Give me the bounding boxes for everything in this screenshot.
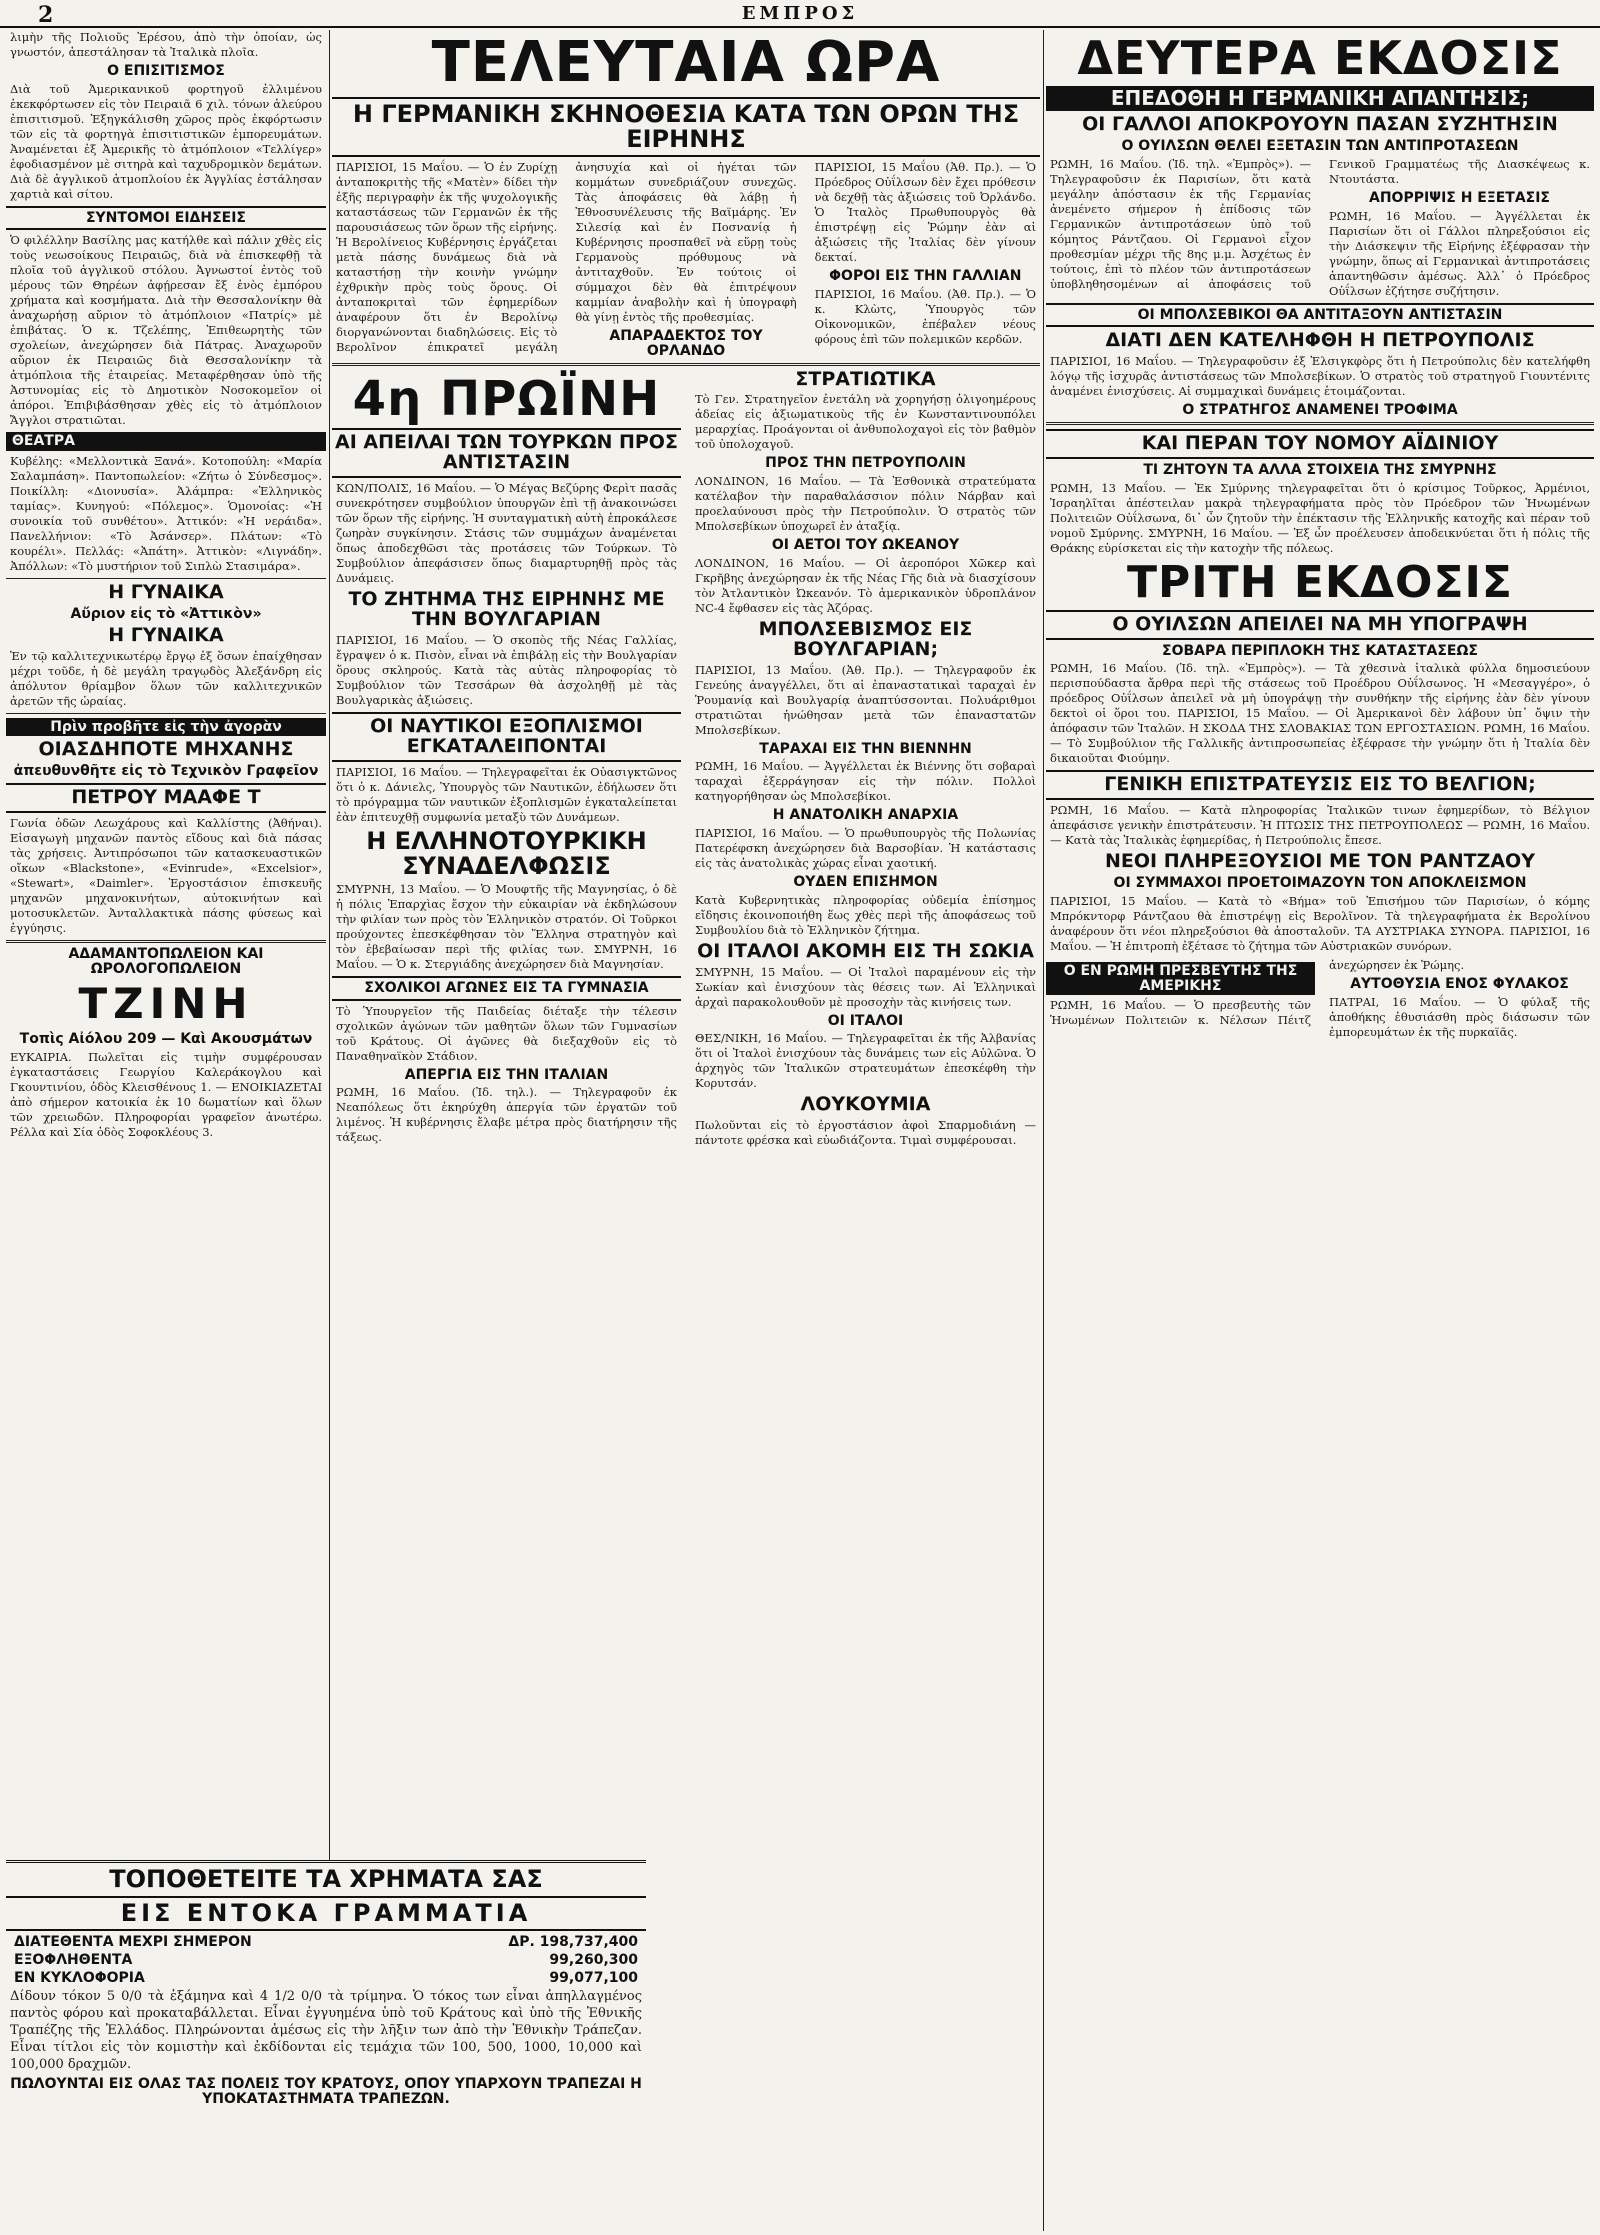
article-text: ΡΩΜΗ, 16 Μαΐου. — Ὁ πρεσβευτὴς τῶν Ἡνωμένων Πολιτειῶν κ. Νέλσων Πέιτζ ἀνεχώρησεν ἐκ Ῥώμης.: [1050, 957, 1465, 1028]
masthead-title: ΕΜΠΡΟΣ: [741, 3, 859, 24]
page-number: 2: [38, 2, 54, 28]
ad-text: Γωνία ὁδῶν Λεωχάρους καὶ Καλλίστης (Ἀθήναι). Εἰσαγωγὴ μηχανῶν παντὸς εἴδους καὶ διὰ πάσας τὰς χρήσεις. Ἀντιπρόσωποι τῶν κατασκευαστικῶν οἴκων «Blackstone», «Evinrude», «Excelsior», «Stewart», «Daimler». Ἐργοστάσιον ἐπισκευῆς μηχανῶν μηχανοκινήτων, αὐτοκινήτων καὶ μοτοσυκλετῶν. Ἀνταλλακτικὰ πάσης φύσεως καὶ ἐγγύησις.: [10, 815, 322, 935]
ad-heading: Η ΓΥΝΑΙΚΑ: [108, 623, 224, 646]
ad-row: [14, 1970, 638, 1986]
article-text: ΘΕΣ/ΝΙΚΗ, 16 Μαΐου. — Τηλεγραφεῖται ἐκ τῆς Ἀλβανίας ὅτι οἱ Ἰταλοὶ ἐνισχύουν τὰς δυνάμεις των εἰς Αὐλῶνα. Ὁ ἀρχηγὸς τῶν Ἰταλικῶν στρατευμάτων ἐπεσκέφθη τὴν Κορυτσάν.: [695, 1031, 1036, 1091]
article-text: ΠΑΡΙΣΙΟΙ, 16 Μαΐου. — Ὁ σκοπὸς τῆς Νέας Γαλλίας, ἔγραψεν ὁ κ. Πισὸν, εἶναι νὰ ἐπιβάλῃ εἰς τὴν Βουλγαρίαν ὅρους σκληρούς. Κατὰ τὰς αὐτὰς πληροφορίας τὸ Συμβούλιον τῶν Τεσσάρων θὰ ἀσχοληθῇ μὲ τὰς Βουλγαρικὰς ἀξιώσεις.: [336, 632, 677, 707]
headline: Η ΕΛΛΗΝΟΤΟΥΡΚΙΚΗ ΣΥΝΑΔΕΛΦΩΣΙΣ: [366, 826, 647, 880]
section-heading: Ο ΕΝ ΡΩΜΗ ΠΡΕΣΒΕΥΤΗΣ ΤΗΣ ΑΜΕΡΙΚΗΣ: [1046, 962, 1315, 995]
section-heading: ΤΑΡΑΧΑΙ ΕΙΣ ΤΗΝ ΒΙΕΝΝΗΝ: [759, 740, 972, 757]
ad-heading: ΤΟΠΟΘΕΤΕΙΤΕ ΤΑ ΧΡΗΜΑΤΑ ΣΑΣ: [109, 1865, 543, 1893]
headline: ΑΙ ΑΠΕΙΛΑΙ ΤΩΝ ΤΟΥΡΚΩΝ ΠΡΟΣ ΑΝΤΙΣΤΑΣΙΝ: [332, 428, 681, 478]
article-text: ΠΑΡΙΣΙΟΙ, 13 Μαΐου. (Ἀθ. Πρ.). — Τηλεγραφοῦν ἐκ Γενεύης ἀναγγέλλει, ὅτι αἱ ἐπαναστατικαὶ ταραχαὶ ἐν Ῥουμανίᾳ καὶ Βουλγαρίᾳ ἀναπτύσσονται. Πολυάριθμοι στρατιῶται ἡνώθησαν μετὰ τῶν ἐπαναστατῶν Μπολσεβίκων.: [695, 662, 1036, 737]
ad-heading: ΕΙΣ ΕΝΤΟΚΑ ΓΡΑΜΜΑΤΙΑ: [6, 1896, 646, 1931]
headline: ΤΟ ΖΗΤΗΜΑ ΤΗΣ ΕΙΡΗΝΗΣ ΜΕ ΤΗΝ ΒΟΥΛΓΑΡΙΑΝ: [348, 587, 665, 630]
headline: Η ΓΕΡΜΑΝΙΚΗ ΣΚΗΝΟΘΕΣΙΑ ΚΑΤΑ ΤΩΝ ΟΡΩΝ ΤΗΣ ΕΙΡΗΝΗΣ: [332, 97, 1040, 157]
section-heading: Η ΑΝΑΤΟΛΙΚΗ ΑΝΑΡΧΙΑ: [772, 807, 959, 824]
ad-line: ἀπευθυνθῆτε εἰς τὸ Τεχνικὸν Γραφεῖον: [13, 763, 319, 780]
subheadline: ΣΟΒΑΡΑ ΠΕΡΙΠΛΟΚΗ ΤΗΣ ΚΑΤΑΣΤΑΣΕΩΣ: [1162, 642, 1478, 659]
article-text: ΠΑΡΙΣΙΟΙ, 15 Μαΐου. — Ὁ ἐν Ζυρίχῃ ἀνταποκριτὴς τῆς «Ματὲν» δίδει τὴν ἑξῆς περιγραφὴν ἐκ τῆς ψυχολογικῆς καταστάσεως τῶν Γερμανῶν ἐκ τῆς παρουσιάσεως τῶν ὅρων τῆς εἰρήνης. Ἡ Βερολίνειος Κυβέρνησις ἐργάζεται μετὰ πάσης δυνάμεως διὰ νὰ καταστήσῃ τὴν κοινὴν γνώμην ἐχθρικὴν πρὸς τοὺς ὅρους. Οἱ ἀνταποκριταὶ τῶν ἐφημερίδων ἀναφέρουν ὅτι ἐν Βερολίνῳ διοργανώνονται διαδηλώσεις. Εἰς τὸ Βερολῖνον ἐπικρατεῖ μεγάλη ἀνησυχία καὶ οἱ ἡγέται τῶν κομμάτων συνεδριάζουν συνεχῶς. Τὰς ἀποφάσεις θὰ λάβῃ ἡ Ἐθνοσυνέλευσις τῆς Βαϊμάρης. Ἐν Σιλεσίᾳ καὶ ἐν Ποσνανίᾳ ἡ Κυβέρνησις προσπαθεῖ νὰ εὕρῃ τοὺς Γερμανοὺς πρόθυμους νὰ ἀντιταχθοῦν. Ἐν τούτοις οἱ σύμμαχοι δὲν θὰ ἐπιτρέψουν καμμίαν ἀναβολὴν καὶ ἡ ὑπογραφὴ θὰ γίνῃ ἐντὸς τῆς προθεσμίας.: [336, 160, 797, 355]
ad-row-label: ΕΞΟΦΛΗΘΕΝΤΑ: [14, 1952, 133, 1969]
article-text: Κατὰ Κυβερνητικὰς πληροφορίας οὐδεμία ἐπίσημος εἴδησις ἐκοινοποιήθη ἕως χθὲς περὶ τῆς ἀποφάσεως τοῦ Συμβουλίου διὰ τὸ Ἑλληνικὸν ζήτημα.: [695, 892, 1036, 937]
article-text: ΡΩΜΗ, 13 Μαΐου. — Ἐκ Σμύρνης τηλεγραφεῖται ὅτι ὁ κρίσιμος Τοῦρκος, Ἀρμένιοι, Ἰσραηλῖται ἀπέστειλαν μακρὰ τηλεγραφήματα πρὸς τὸν Πρόεδρον τῶν Ἡνωμένων Πολιτειῶν Οὐΐλσωνα, δι᾽ ὧν ζητοῦν τὴν ἐπέκτασιν τῆς Ἑλληνικῆς κατοχῆς καὶ πέραν τοῦ νομοῦ Σμύρνης. ΣΜΥΡΝΗ, 16 Μαΐου. — Ἐξ ὧν προέλευσεν ἀποδεικνύεται ὅτι ἡ πόλις τῆς Θράκης εὑρίσκεται εἰς τὴν κατοχὴν τῆς πόλεως.: [1050, 480, 1590, 555]
article-text: ΠΑΡΙΣΙΟΙ, 15 Μαΐου (Ἀθ. Πρ.). — Ὁ Πρόεδρος Οὐΐλσων δὲν ἔχει πρόθεσιν νὰ δεχθῇ τὰς ἀξιώσεις τοῦ Ὀρλάνδο. Ὁ Ἰταλὸς Πρωθυπουργὸς θὰ ἐπιστρέψῃ εἰς Ῥώμην ἐὰν αἱ ἀξιώσεις τῆς Ἰταλίας δὲν γίνουν δεκταί.: [814, 160, 1036, 265]
headline: ΓΕΝΙΚΗ ΕΠΙΣΤΡΑΤΕΥΣΙΣ ΕΙΣ ΤΟ ΒΕΛΓΙΟΝ;: [1046, 770, 1594, 800]
article-text: ΡΩΜΗ, 16 Μαΐου. — Ἀγγέλλεται ἐκ Βιέννης ὅτι σοβαραὶ ταραχαὶ ἐξερράγησαν εἰς τὴν πόλιν. Πολλοὶ κατηγορήθησαν ὡς Μπολσεβίκοι.: [695, 759, 1036, 804]
section-heading: ΣΤΡΑΤΙΩΤΙΚΑ: [795, 367, 936, 390]
ad-row: [14, 1952, 638, 1968]
edition-heading: ΔΕΥΤΕΡΑ ΕΚΔΟΣΙΣ: [1077, 31, 1563, 85]
ad-subheading: Τοπὶς Αἰόλου 209 — Καὶ Ακουσμάτων: [19, 1031, 313, 1048]
ad-text: Δίδουν τόκον 5 0/0 τὰ ἑξάμηνα καὶ 4 1/2 0/0 τὰ τρίμηνα. Ὁ τόκος των εἶναι ἀπηλλαγμένος παντὸς φόρου καὶ προκαταβάλλεται. Εἶναι ἐγγυημένα ὑπὸ τοῦ Κράτους καὶ ὑπὸ τῆς Ἐθνικῆς Τραπέζης τῆς Ἑλλάδος. Πληρώνονται ἀμέσως εἰς τὴν λῆξιν των ἀπὸ τὴν Ἐθνικὴν Τράπεζαν. Εἶναι τίτλοι εἰς τὸν κομιστὴν καὶ ἐκδίδονται εἰς τεμάχια τῶν 100, 500, 1000, 10,000 καὶ 100,000 δραχμῶν.: [10, 1989, 642, 2073]
ad-row: [14, 1934, 638, 1950]
page-headline: ΤΕΛΕΥΤΑΙΑ ΩΡΑ: [431, 30, 941, 95]
ad-text: Ἐν τῷ καλλιτεχνικωτέρῳ ἔργῳ ἐξ ὅσων ἐπαίχθησαν μέχρι τοῦδε, ἡ δὲ μεγάλη τραγῳδὸς Ἀλεξάνδρη εἰς ἀπόλυτον θρίαμβον ὅλων τῶν καλλιτεχνικῶν ἀρετῶν τῆς ὡραίας.: [10, 648, 322, 708]
divider: [1046, 422, 1594, 425]
edition-heading: 4η ΠΡΩΪΝΗ: [352, 370, 661, 427]
bond-advertisement: [6, 1860, 646, 2233]
edition-heading: ΤΡΙΤΗ ΕΚΔΟΣΙΣ: [1127, 556, 1513, 608]
article-text: ΡΩΜΗ, 16 Μαΐου. (Ἰδ. τηλ. «Ἐμπρὸς»). — Τηλεγραφοῦσιν ἐκ Παρισίων, ὅτι κατὰ μεγάλην ἀπόστασιν ἐκ τῆς Γερμανίας ἀνεμένετο σήμερον ἡ ἐπίδοσις τῶν Γερμανικῶν ἀντιπροτάσεων ὑπὸ τοῦ κόμητος Ράντζαου. Οἱ Γερμανοὶ εἶχον προθεσμίαν μέχρι τῆς 8ης μ.μ. Ἀσχέτως ἐν τούτοις, ἐπὶ τὸ πλέον τῶν ἀντιπροτάσεων ὑποβληθησομένων αἱ ἀποφάσεις τοῦ Γενικοῦ Γραμματέως τῆς Διασκέψεως κ. Ντουτάστα.: [1050, 156, 1590, 291]
section-heading: ΑΥΤΟΘΥΣΙΑ ΕΝΟΣ ΦΥΛΑΚΟΣ: [1350, 975, 1569, 992]
divider: [6, 713, 326, 714]
ad-row-label: ΕΝ ΚΥΚΛΟΦΟΡΙΑ: [14, 1970, 145, 1987]
ad-heading: ΑΔΑΜΑΝΤΟΠΩΛΕΙΟΝ ΚΑΙ ΩΡΟΛΟΓΟΠΩΛΕΙΟΝ: [68, 945, 264, 977]
article-text: Τὸ Γεν. Στρατηγεῖον ἐνετάλη νὰ χορηγήσῃ ὀλιγοημέρους ἀδείας εἰς ἀξιωματικοὺς τῆς ἐν Κωνσταντινουπόλει μεραρχίας. Προάγονται οἱ ἀνθυπολοχαγοὶ εἰς τὸν βαθμὸν τοῦ ὑπολοχαγοῦ.: [695, 392, 1036, 452]
masthead: [0, 0, 1600, 28]
headline: ΟΙ ΜΠΟΛΣΕΒΙΚΟΙ ΘΑ ΑΝΤΙΤΑΞΟΥΝ ΑΝΤΙΣΤΑΣΙΝ: [1046, 303, 1594, 328]
section-heading: ΑΠΕΡΓΙΑ ΕΙΣ ΤΗΝ ΙΤΑΛΙΑΝ: [404, 1066, 609, 1083]
section-heading: Ο ΕΠΙΣΙΤΙΣΜΟΣ: [107, 63, 225, 79]
ad-row-value: 99,077,100: [549, 1970, 638, 1987]
ad-heading: ΠΕΤΡΟΥ ΜΑΑΦΕ Τ: [6, 783, 326, 813]
section-heading: Ο ΣΤΡΑΤΗΓΟΣ ΑΝΑΜΕΝΕΙ ΤΡΟΦΙΜΑ: [1182, 402, 1458, 419]
article-text: ΚΩΝ/ΠΟΛΙΣ, 16 Μαΐου. — Ὁ Μέγας Βεζύρης Φερὶτ πασᾶς συνεκρότησεν συμβούλιον ὑπουργῶν ἐπὶ τῇ ἀνακοινώσει τῶν ὅρων τῆς εἰρήνης. Ἡ συνταγματικὴ αὐτὴ ἐπροκάλεσε ζωηρὰν συγκίνησιν. Στάσις τῶν συμμάχων ἀναμένεται ὅπως ἀποδεχθῶσι τὰς προτάσεις τῶν Τούρκων. Τὸ Συμβούλιον ἀπεφάσισεν ὅπως διαμαρτυρηθῇ πρὸς τὰς Δυνάμεις.: [336, 480, 677, 585]
ad-heading: ΛΟΥΚΟΥΜΙΑ: [800, 1093, 931, 1116]
article-text: Κυβέλης: «Μελλοντικὰ Ξανά». Κοτοπούλη: «Μαρία Σαλαμπάση». Παντοπωλείον: «Ζήτω ὁ Σύνδεσμος». Ποικίλλη: «Διονυσία». Ἀλάμπρα: «Ἑλληνικὸς ταμίας». Κυνηγού: «Πόλεμος». Ὁμονοίας: «Ἡ συνοικία τοῦ συνθέτου». Ἀττικόν: «Ἡ νεράιδα». Πανελλήνιον: «Τὸ Ἀσάνσερ». Πλάτων: «Τὸ κουρέλι». Πελλάς: «Ἀπάτη». Ἀττικὸν: «Λιγνάδη». Ἀπόλλων: «Τὸ μυστήριον τοῦ Σιπλὼ Στασιμάρα».: [10, 454, 322, 574]
article-text: ΠΑΡΙΣΙΟΙ, 16 Μαΐου. (Ἀθ. Πρ.). — Ὁ κ. Κλὼτς, Ὑπουργὸς τῶν Οἰκονομικῶν, ἐπέβαλεν νέους φόρους ἐπὶ τῶν πολεμικῶν κερδῶν.: [814, 286, 1036, 346]
divider: [6, 578, 326, 579]
article-text: ΠΑΡΙΣΙΟΙ, 16 Μαΐου. — Τηλεγραφοῦσιν ἐξ Ἑλσιγκφὸρς ὅτι ἡ Πετρούπολις δὲν κατελήφθη λόγῳ τῆς ἰσχυρᾶς ἀντιστάσεως τῶν Μπολσεβίκων. Ὁ στρατὸς τοῦ στρατηγοῦ Γιουντένιτς ἀναμένει ἐνισχύσεις. Αἱ συμμαχικαὶ δυνάμεις ἑτοιμάζονται.: [1050, 354, 1590, 399]
ad-row-value: ΔΡ. 198,737,400: [508, 1934, 638, 1951]
right-column: [1046, 30, 1594, 2231]
ad-text: Πωλοῦνται εἰς τὸ ἐργοστάσιον ἀφοὶ Σπαρμοδιάνη — πάντοτε φρέσκα καὶ εὐωδιάζοντα. Τιμαὶ συμφέρουσαι.: [695, 1118, 1036, 1148]
article-text: Διὰ τοῦ Ἀμερικανικοῦ φορτηγοῦ ἐλλιμένου ἐκεκφόρτωσεν εἰς τὸν Πειραιᾶ 6 χιλ. τόνων ἀλεύρου ἐπισιτισμοῦ. Ἐξηγκάλισθη χῶρος πρὸς ἐκφόρτωσιν τῶν εἰς τὰ φορτηγὰ ἐπισιτιστικῶν ἐμπορευμάτων. Ἀναμένεται ἐξ Ἀμερικῆς τὸ ἀτμόπλοιον «Τελλίγερ» ἐφοδιασμένον μὲ σιτηρὰ καὶ ταχυδρομικὸν δεμάτων. Διὰ δὲ ἀγγλικοῦ ἀτμοπλοίου ἐκ Ἀγγλίας ἐστάλησαν χαρτιὰ καὶ σίτου.: [10, 81, 322, 201]
article-text: ΠΑΡΙΣΙΟΙ, 16 Μαΐου. — Τηλεγραφεῖται ἐκ Οὐασιγκτῶνος ὅτι ὁ κ. Δάνιελς, Ὑπουργὸς τῶν Ναυτικῶν, ἐδήλωσεν ὅτι τὸ πρόγραμμα τῶν ναυτικῶν ἐξοπλισμῶν ἐγκαταλείπεται ἐὰν ἐπιτευχθῇ συμφωνία μεταξὺ τῶν Δυνάμεων.: [336, 764, 677, 824]
article-text: ΡΩΜΗ, 16 Μαΐου. — Ἀγγέλλεται ἐκ Παρισίων ὅτι οἱ Γάλλοι πληρεξούσιοι εἰς τὴν Διάσκεψιν τῆς Εἰρήνης ἐξέφρασαν τὴν γνώμην, ὅπως αἱ Γερμανικαὶ ἀντιπροτάσεις ἀπαντηθῶσιν ἀμέσως. Ἀλλ᾽ ὁ Πρόεδρος Οὐΐλσων ἐζήτησε συζήτησιν.: [1329, 208, 1590, 298]
intro-text: λιμὴν τῆς Πολιοῦς Ἐρέσου, ἀπὸ τὴν ὁποίαν, ὡς γνωστόν, ἀπεστάλησαν τὰ Ἰταλικὰ πλοῖα.: [10, 30, 322, 59]
column-rule: [1043, 30, 1044, 2231]
ad-heading: ΟΙΑΣΔΗΠΟΤΕ ΜΗΧΑΝΗΣ: [38, 738, 294, 761]
subheadline: ΤΙ ΖΗΤΟΥΝ ΤΑ ΑΛΛΑ ΣΤΟΙΧΕΙΑ ΤΗΣ ΣΜΥΡΝΗΣ: [1143, 461, 1497, 478]
section-heading: ΟΙ ΑΕΤΟΙ ΤΟΥ ΩΚΕΑΝΟΥ: [771, 537, 960, 554]
headline: ΔΙΑΤΙ ΔΕΝ ΚΑΤΕΛΗΦΘΗ Η ΠΕΤΡΟΥΠΟΛΙΣ: [1105, 329, 1535, 352]
section-heading: ΦΟΡΟΙ ΕΙΣ ΤΗΝ ΓΑΛΛΙΑΝ: [829, 268, 1022, 285]
article-text: ΛΟΝΔΙΝΟΝ, 16 Μαΐου. — Τὰ Ἐσθονικὰ στρατεύματα κατέλαβον τὴν παραθαλάσσιον πόλιν Νάρβαν καὶ προελαύνουσι πρὸς τὴν Πετρούπολιν. Ὁ στρατὸς τῶν Μπολσεβίκων ὑποχωρεῖ ἐν ἀταξίᾳ.: [695, 474, 1036, 534]
section-heading: ΟΙ ΙΤΑΛΟΙ ΑΚΟΜΗ ΕΙΣ ΤΗ ΣΩΚΙΑ: [697, 939, 1034, 962]
subheadline: Ο ΟΥΙΛΣΩΝ ΘΕΛΕΙ ΕΞΕΤΑΣΙΝ ΤΩΝ ΑΝΤΙΠΡΟΤΑΣΕΩΝ: [1121, 138, 1519, 155]
section-heading: ΠΡΟΣ ΤΗΝ ΠΕΤΡΟΥΠΟΛΙΝ: [765, 455, 966, 472]
section-heading: ΟΙ ΙΤΑΛΟΙ: [827, 1012, 904, 1029]
ad-text: ΕΥΚΑΙΡΙΑ. Πωλεῖται εἰς τιμὴν συμφέρουσαν ἐγκαταστάσεις Γεωργίου Καλεράκογλου καὶ Γκουντινίου, ὁδὸς Κλεισθένους 1. — ΕΝΟΙΚΙΑΖΕΤΑΙ ἀπὸ σήμερον κατοικία ἐκ 10 δωματίων καὶ ὅλων τῶν χρειωδῶν. Πληροφορίαι γραφεῖον ἀνωτέρω. Ρέλλα καὶ Σία ὁδὸς Σοφοκλέους 3.: [10, 1049, 322, 1139]
section-heading: ΜΠΟΛΣΕΒΙΣΜΟΣ ΕΙΣ ΒΟΥΛΓΑΡΙΑΝ;: [758, 617, 973, 660]
section-heading: ΟΥΔΕΝ ΕΠΙΣΗΜΟΝ: [793, 874, 938, 891]
section-heading: ΑΠΟΡΡΙΨΙΣ Η ΕΞΕΤΑΣΙΣ: [1368, 189, 1550, 206]
subheadline: ΟΙ ΣΥΜΜΑΧΟΙ ΠΡΟΕΤΟΙΜΑΖΟΥΝ ΤΟΝ ΑΠΟΚΛΕΙΣΜΟΝ: [1113, 875, 1527, 892]
ad-footer: ΠΩΛΟΥΝΤΑΙ ΕΙΣ ΟΛΑΣ ΤΑΣ ΠΟΛΕΙΣ ΤΟΥ ΚΡΑΤΟΥΣ, ΟΠΟΥ ΥΠΑΡΧΟΥΝ ΤΡΑΠΕΖΑΙ Η ΥΠΟΚΑΤΑΣΤΗΜΑΤΑ ΤΡΑΠΕΖΩΝ.: [10, 2076, 642, 2108]
article-text: ΛΟΝΔΙΝΟΝ, 16 Μαΐου. — Οἱ ἀεροπόροι Χῶκερ καὶ Γκρῆβης ἀνεχώρησαν ἐκ τῆς Νέας Γῆς διὰ νὰ διασχίσουν τὸν Ἀτλαντικὸν Ὠκεανόν. Τὸ ἀμερικανικὸν ὑδροπλάνον NC-4 ἔφθασεν εἰς τὰς Ἀζόρας.: [695, 555, 1036, 615]
article-text: ΣΜΥΡΝΗ, 15 Μαΐου. — Οἱ Ἰταλοὶ παραμένουν εἰς τὴν Σωκίαν καὶ ἐνισχύουν τὰς θέσεις των. Αἱ Ἑλληνικαὶ ἀρχαὶ παρακολουθοῦν μὲ προσοχὴν τὰς κινήσεις των.: [695, 964, 1036, 1009]
divider: [332, 363, 1040, 366]
article-text: Τὸ Ὑπουργεῖον τῆς Παιδείας διέταξε τὴν τέλεσιν σχολικῶν ἀγώνων τῶν μαθητῶν ὅλων τῶν Γυμνασίων τοῦ Κράτους. Οἱ ἀγῶνες θὰ διεξαχθοῦν εἰς τὸ Παναθηναϊκὸν Στάδιον.: [336, 1003, 677, 1063]
ad-heading: Η ΓΥΝΑΙΚΑ: [108, 581, 224, 604]
article-text: ΡΩΜΗ, 16 Μαΐου. — Κατὰ πληροφορίας Ἰταλικῶν τινων ἐφημερίδων, τὸ Βέλγιον ἀπεφάσισε γενικὴν ἐπιστράτευσιν. Ἡ ΠΤΩΣΙΣ ΤΗΣ ΠΕΤΡΟΥΠΟΛΕΩΣ — ΡΩΜΗ, 16 Μαΐου. — Κατὰ τὰς Ἰταλικὰς ἐφημερίδας, ἡ Πετρούπολις ἔπεσε.: [1050, 803, 1590, 848]
headline: ΕΠΕΔΟΘΗ Η ΓΕΡΜΑΝΙΚΗ ΑΠΑΝΤΗΣΙΣ;: [1046, 86, 1594, 111]
ad-subheading: Αὔριον εἰς τὸ «Ἀττικὸν»: [70, 606, 262, 622]
headline: ΟΙ ΓΑΛΛΟΙ ΑΠΟΚΡΟΥΟΥΝ ΠΑΣΑΝ ΣΥΖΗΤΗΣΙΝ: [1082, 113, 1558, 136]
article-text: ΡΩΜΗ, 16 Μαΐου. (Ἰδ. τηλ.). — Τηλεγραφοῦν ἐκ Νεαπόλεως ὅτι ἐκηρύχθη ἀπεργία τῶν ἐργατῶν τοῦ λιμένος. Ἡ κυβέρνησις ἔλαβε μέτρα πρὸς διατήρησιν τῆς τάξεως.: [336, 1085, 677, 1145]
section-heading: ΘΕΑΤΡΑ: [6, 432, 326, 451]
headline: ΚΑΙ ΠΕΡΑΝ ΤΟΥ ΝΟΜΟΥ ΑΪΔΙΝΙΟΥ: [1046, 429, 1594, 459]
article-text: Ὁ φιλέλλην Βασίλης μας κατήλθε καὶ πάλιν χθὲς εἰς τοὺς νεωσοίκους Πειραιῶς, διὰ νὰ ἐπισκεφθῇ τὰ πλοῖα τοῦ ἀγγλικοῦ στόλου. Ἀγνωστοί ἐντὸς τοῦ μέρους τῶν Θηρέων ἀφῄρεσαν ἔξ ἑνὸς ἐμπόρου χρήματα καὶ κοσμήματα. Διὰ τὴν Θεσσαλονίκην θὰ ἀναχωρήσῃ αὔριον τὸ ἀτμόπλοιον «Πατρίς» μὲ ἐπιβάτας. Ὁ κ. Τζελέπης, Ἐπιθεωρητὴς τῶν σχολείων, ἀνεχώρησεν διὰ Πάτρας. Ἀναχωροῦν αὔριον ἐκ Πειραιῶς διὰ Θεσσαλονίκην τὰ ἀτμόπλοια τῆς ἑταιρείας. Μεταφέρθησαν ὑπὸ τῆς Ἀστυνομίας εἰς τὸ Δημοτικὸν Νοσοκομεῖον οἱ ἀπόροι. Ἐπιβιβάσθησαν χθὲς εἰς τὸ ἀτμόπλοιον Ἄγγλοι στρατιῶται.: [10, 233, 322, 428]
headline: ΟΙ ΝΑΥΤΙΚΟΙ ΕΞΟΠΛΙΣΜΟΙ ΕΓΚΑΤΑΛΕΙΠΟΝΤΑΙ: [332, 712, 681, 762]
article-text: ΣΜΥΡΝΗ, 13 Μαΐου. — Ὁ Μουφτῆς τῆς Μαγνησίας, ὁ δὲ ἡ πόλις Ἐπαρχὶας ἔσχον τὴν εὐκαιρίαν νὰ ἐκδηλώσουν τὴν φιλίαν των πρὸς τὸν Ἑλληνικὸν στρατόν. Οἱ Τοῦρκοι προύχοντες ἐπεσκέφθησαν τὸν Ἕλληνα στρατηγὸν καὶ τὸν ἐβεβαίωσαν περὶ τῆς φιλίας των. ΣΜΥΡΝΗ, 16 Μαΐου. — Ὁ κ. Στεργιάδης ἀνεχώρησεν διὰ Μαγνησίαν.: [336, 881, 677, 971]
article-text: ΠΑΡΙΣΙΟΙ, 16 Μαΐου. — Ὁ πρωθυπουργὸς τῆς Πολωνίας Πατερέφσκη ἀνεχώρησεν διὰ Βαρσοβίαν. Ἡ κατάστασις εἰς τὰς ἀνατολικὰς χώρας εἶναι χαοτική.: [695, 826, 1036, 871]
section-heading: ΣΧΟΛΙΚΟΙ ΑΓΩΝΕΣ ΕΙΣ ΤΑ ΓΥΜΝΑΣΙΑ: [332, 976, 681, 1001]
article-text: ΡΩΜΗ, 16 Μαΐου. (Ἰδ. τηλ. «Ἐμπρὸς»). — Τὰ χθεσινὰ ἰταλικὰ φύλλα δημοσιεύουν περισπούδαστα ἄρθρα περὶ τῆς στάσεως τοῦ Προέδρου Οὐΐλσωνος. Ἡ «Μεσαγγέρο», ὁ πρόεδρος Οὐΐλσων ἀπειλεῖ νὰ μὴ ὑπογράψῃ τὴν συνθήκην τῆς εἰρήνης ἐὰν δὲν γίνουν δεκτοὶ οἱ ὅροι του. ΠΑΡΙΣΙΟΙ, 15 Μαΐου. — Οἱ Ἀμερικανοὶ δὲν λάβουν ὑπ᾽ ὄψιν τὴν ἀπόφασιν τῶν Ἰταλῶν. Η ΣΚΟΔΑ ΤΗΣ ΣΛΟΒΑΚΙΑΣ ΤΩΝ ΕΡΓΟΣΤΑΣΙΩΝ. ΡΩΜΗ, 16 Μαΐου. — Τὸ Συμβούλιον τῆς Γαλλικῆς ἀντιπροσωπείας ἐξέφρασε τὴν γνώμην ὅτι ἡ Ἰταλία δὲν δικαιοῦται Φιούμην.: [1050, 661, 1590, 766]
ad-name: ΤΖΙΝΗ: [78, 979, 254, 1029]
headline: Ο ΟΥΙΛΣΩΝ ΑΠΕΙΛΕΙ ΝΑ ΜΗ ΥΠΟΓΡΑΨΗ: [1046, 610, 1594, 640]
section-heading: ΣΥΝΤΟΜΟΙ ΕΙΔΗΣΕΙΣ: [6, 206, 326, 231]
article-text: ΠΑΡΙΣΙΟΙ, 15 Μαΐου. — Κατὰ τὸ «Βήμα» τοῦ Ἐπισήμου τῶν Παρισίων, ὁ κόμης Μπρόκντορφ Ράντζαου θὰ ἐπιστρέψῃ εἰς Βερολῖνον. Τὰ τηλεγραφήματα ἐκ Βερολίνου ἀναφέρουν ὅτι νέοι πληρεξούσιοι θὰ ἀποσταλοῦν. ΤΑ ΑΥΣΤΡΙΑΚΑ ΣΥΝΟΡΑ. ΠΑΡΙΣΙΟΙ, 16 Μαΐου. — Ἡ ἐπιτροπὴ ἐξέτασε τὸ ζήτημα τῶν Αὐστριακῶν συνόρων.: [1050, 893, 1590, 953]
article-text: ΠΑΤΡΑΙ, 16 Μαΐου. — Ὁ φύλαξ τῆς ἀποθήκης ἐθυσιάσθη πρὸς διάσωσιν τῶν ἐμπορευμάτων ἐκ τῆς πυρκαϊᾶς.: [1329, 994, 1590, 1039]
ad-line: Πρὶν προβῆτε εἰς τὴν ἀγορὰν: [6, 718, 326, 737]
ad-row-value: 99,260,300: [549, 1952, 638, 1969]
divider: [6, 940, 326, 943]
headline: ΝΕΟΙ ΠΛΗΡΕΞΟΥΣΙΟΙ ΜΕ ΤΟΝ ΡΑΝΤΖΑΟΥ: [1105, 850, 1535, 873]
section-heading: ΑΠΑΡΑΔΕΚΤΟΣ ΤΟΥ ΟΡΛΑΝΔΟ: [609, 328, 763, 359]
ad-row-label: ΔΙΑΤΕΘΕΝΤΑ ΜΕΧΡΙ ΣΗΜΕΡΟΝ: [14, 1934, 252, 1951]
